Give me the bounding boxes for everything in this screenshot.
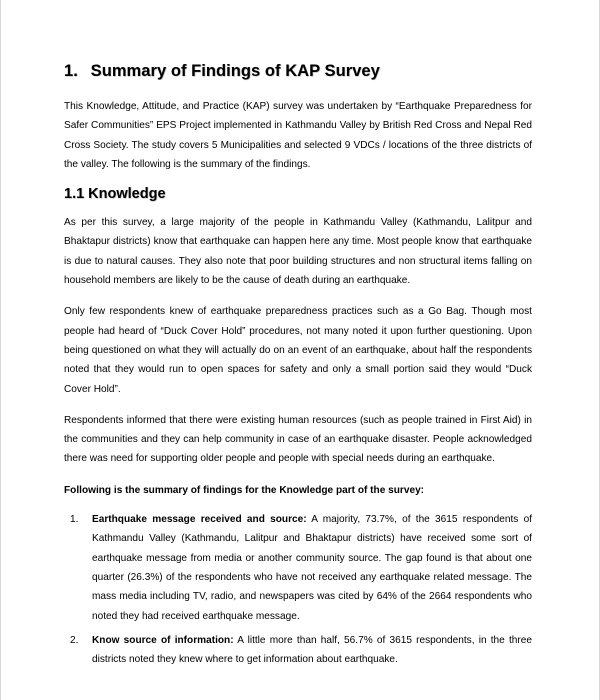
- main-heading-number: 1.: [64, 62, 78, 80]
- document-body: [64, 62, 532, 674]
- finding-text: A little more than half, 56.7% of 3615 respondents, in the three districts noted they knew where to get information about earthquake.: [92, 634, 532, 666]
- knowledge-paragraph-1: As per this survey, a large majority of the people in Kathmandu Valley (Kathmandu, Lalitpur and Bhaktapur districts) know that earthquake can happen here any time. Most people know that earthquake is due to natural causes. They also note that poor building structures and non structural items falling on household members are likely to be the cause of death during an earthquake.: [64, 217, 532, 287]
- knowledge-paragraph-2: Only few respondents knew of earthquake preparedness practices such as a Go Bag. Though most people had heard of “Duck Cover Hold” procedures, not many noted it upon further questioning. Upon being questioned on what they will actually do on an event of an earthquake, about half the respondents noted that they would run to open spaces for safety and only a small portion said they would “Duck Cover Hold”.: [64, 306, 532, 395]
- section-heading-knowledge: 1.1 Knowledge: [64, 186, 166, 203]
- main-heading-title: Summary of Findings of KAP Survey: [90, 62, 380, 80]
- finding-text: A majority, 73.7%, of the 3615 respondents of Kathmandu Valley (Kathmandu, Lalitpur and Bhaktapur districts) have received some sort of earthquake message from media or another community source. The gap found is that about one quarter (26.3%) of the respondents who have not received any earthquake related message. The mass media including TV, radio, and newspapers was cited by 64% of the 2664 respondents who noted they had received earthquake message.: [92, 514, 532, 622]
- main-heading: [64, 62, 532, 81]
- finding-term: Know source of information:: [92, 634, 234, 646]
- findings-lead: Following is the summary of findings for the Knowledge part of the survey:: [64, 484, 425, 496]
- finding-item: [64, 631, 532, 670]
- intro-paragraph: This Knowledge, Attitude, and Practice (KAP) survey was undertaken by “Earthquake Preparedness for Safer Communities” EPS Project implemented in Kathmandu Valley by British Red Cross and Nepal Red Cross Society. The study covers 5 Municipalities and selected 9 VDCs / locations of the three districts of the valley. The following is the summary of the findings.: [64, 101, 532, 170]
- knowledge-paragraph-3: Respondents informed that there were existing human resources (such as people trained in First Aid) in the communities and they can help community in case of an earthquake disaster. People acknowledged there was need for supporting older people and people with special needs during an earthquake.: [64, 414, 532, 465]
- findings-list: [64, 510, 532, 669]
- finding-item: [64, 510, 532, 626]
- finding-number: 2.: [70, 634, 79, 646]
- finding-number: 1.: [70, 514, 79, 526]
- finding-term: Earthquake message received and source:: [92, 514, 307, 526]
